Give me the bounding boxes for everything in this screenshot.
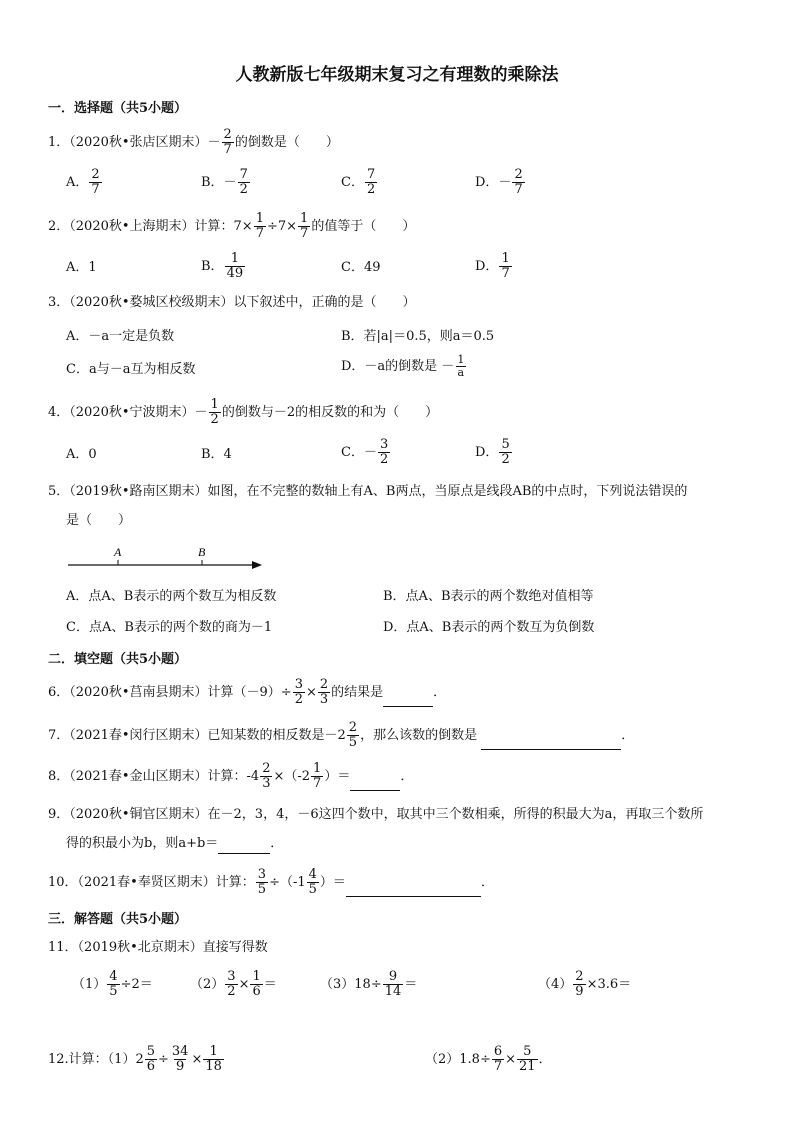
numerator: 3 [227,969,236,984]
text-segment: ÷2＝ [120,977,153,992]
numerator: 1 [230,251,239,266]
denominator: 3 [262,776,271,791]
numerator: 34 [171,1044,189,1059]
fraction [170,1045,191,1074]
text-segment: × [191,1052,203,1067]
numerator: 7 [366,167,376,182]
numerator: 1 [210,397,219,412]
denominator: 7 [493,1059,503,1074]
text-segment: ． [538,1052,552,1067]
denominator: 2 [294,692,303,707]
text-segment: （1） [72,977,107,992]
denominator: 2 [501,452,510,467]
q1-option-a[interactable] [66,168,103,197]
q1-option-d[interactable] [475,168,526,197]
fraction [311,762,323,791]
q1-fraction [222,128,234,157]
text-segment: ÷7× [266,219,298,234]
text-segment: ＝ [263,977,277,992]
numerator: 2 [514,167,523,182]
q5-option-d[interactable]: D．点A、B表示的两个数互为负倒数 [383,620,595,635]
numerator: 6 [493,1044,503,1059]
question-5-line2: 是（ ） [66,513,132,528]
denominator: 3 [319,692,329,707]
fraction [209,398,221,427]
q4-option-d[interactable] [475,438,513,467]
text-segment: 6．（2020秋•莒南县期末）计算（－9）÷ [48,685,292,700]
question-2 [48,212,415,241]
text-segment: （3）18÷ [320,977,382,992]
denominator: 7 [91,182,100,197]
q11-part-2 [190,970,277,999]
numerator: 1 [501,251,510,266]
fraction [254,212,266,241]
denominator: 7 [255,226,264,241]
fraction [107,970,119,999]
text-segment: D．－ [475,175,512,190]
fraction [347,721,359,750]
numerator: 2 [348,720,358,735]
numerator: 3 [257,867,267,882]
numerator: 2 [262,761,271,776]
q11-part-4 [538,970,631,999]
denominator: 14 [384,984,402,999]
fraction [512,168,524,197]
denominator: 7 [514,182,523,197]
denominator: 2 [366,182,376,197]
denominator: 7 [223,142,232,157]
q3-option-d[interactable] [341,354,467,379]
numerator: 5 [501,437,510,452]
fraction [225,970,237,999]
text-segment: ＝ [404,977,418,992]
fraction [256,868,268,897]
q5-option-b[interactable]: B．点A、B表示的两个数绝对值相等 [383,589,594,604]
denominator: 5 [308,882,317,897]
question-6 [48,678,446,707]
denominator: 2 [227,984,236,999]
denominator: 6 [252,984,261,999]
section-heading-answer: 三．解答题（共5小题） [48,912,188,927]
denominator: 5 [109,984,118,999]
numerator: 1 [252,969,261,984]
fraction [492,1045,504,1074]
number-line-figure [66,540,266,576]
text-segment: ×3.6＝ [586,977,632,992]
fraction [250,970,262,999]
text-segment: C． [341,175,364,190]
fraction [499,438,511,467]
text-segment: D． [475,445,499,460]
text-segment: 2．（2020秋•上海期末）计算：7× [48,219,253,234]
q8-answer-blank[interactable] [350,776,400,791]
q2-option-b[interactable] [201,252,246,281]
numerator: 4 [308,867,317,882]
number-line-arrow [252,561,262,569]
question-3: 3．（2020秋•婺城区校级期末）以下叙述中，正确的是（ ） [48,295,416,310]
text-segment: ，那么该数的倒数是 [360,728,478,743]
denominator: 2 [239,182,248,197]
text-segment: ． [270,836,284,851]
denominator: 7 [300,226,309,241]
q4-option-a[interactable]: A．0 [66,447,97,462]
text-segment: （2）1.8÷ [425,1052,491,1067]
q6-answer-blank[interactable] [383,692,433,707]
fraction [517,1045,538,1074]
numerator: 3 [294,677,303,692]
q5-option-a[interactable]: A．点A、B表示的两个数互为相反数 [66,589,277,604]
denominator: 21 [519,1059,536,1074]
q7-answer-blank[interactable] [481,735,621,750]
q11-part-1 [72,970,153,999]
fraction [298,212,310,241]
question-1 [48,128,339,157]
denominator: 5 [257,882,267,897]
numerator: 1 [255,211,264,226]
q5-option-c[interactable]: C．点A、B表示的两个数的商为－1 [66,620,273,635]
q2-option-d[interactable] [475,252,513,281]
fraction [378,438,390,467]
denominator: 7 [313,776,322,791]
fraction [260,762,272,791]
section-heading-fill: 二．填空题（共5小题） [48,652,188,667]
q9-answer-blank[interactable] [218,839,270,854]
fraction [365,168,377,197]
text-segment: 8．（2021春•金山区期末）计算：-4 [48,769,260,784]
numerator: 4 [109,969,118,984]
q2-option-a[interactable]: A．1 [66,260,97,275]
text-segment: A． [66,175,89,190]
question-7 [48,721,634,750]
question-10 [48,868,494,897]
text-segment: 的倒数与－2的相反数的和为（ ） [221,405,439,420]
fraction [89,168,101,197]
fraction [573,970,585,999]
text-segment: ． [433,685,447,700]
text-segment: ）＝ [324,769,351,784]
text-segment: 4．（2020秋•宁波期末）－ [48,405,208,420]
question-4 [48,398,438,427]
numerator: 7 [239,167,248,182]
text-segment: 的结果是 [331,685,384,700]
text-segment: ． [480,875,494,890]
text-segment: （2） [190,977,225,992]
section-heading-choice: 一．选择题（共5小题） [48,101,188,116]
denominator: 5 [348,735,358,750]
text-segment: ÷（-1 [269,875,306,890]
question-8 [48,762,413,791]
numerator: 9 [388,969,398,984]
text-segment: ÷ [158,1052,169,1067]
q4-option-b[interactable]: B．4 [201,447,232,462]
page-title: 人教新版七年级期末复习之有理数的乘除法 [235,65,559,85]
q1-suffix: 的倒数是（ ） [234,135,339,150]
fraction [383,970,404,999]
fraction [145,1045,157,1074]
text-segment: × [505,1052,517,1067]
fraction [318,678,330,707]
numerator: 2 [91,167,100,182]
numerator: 1 [313,761,322,776]
denominator: 18 [205,1059,222,1074]
denominator: 7 [501,266,510,281]
denominator: 9 [575,984,584,999]
numerator: 1 [209,1044,218,1059]
text-segment: ． [621,728,635,743]
text-segment: × [238,977,250,992]
numerator: 2 [575,969,584,984]
q1-option-c[interactable] [341,168,378,197]
denominator: 2 [210,412,219,427]
numerator: 3 [379,437,389,452]
question-5-line1: 5．（2019秋•路南区期末）如图，在不完整的数轴上有A、B两点，当原点是线段AB的中点时，下列说法错误的 [48,484,688,499]
numerator: 5 [523,1044,532,1059]
numerator: 1 [457,353,465,366]
numerator: 5 [146,1044,155,1059]
fraction [499,252,511,281]
question-11: 11．（2019秋•北京期末）直接写得数 [48,940,268,955]
text-segment: 的值等于（ ） [311,219,416,234]
text-segment: ×（-2 [273,769,311,784]
denominator: 49 [226,266,244,281]
q3-option-c[interactable]: C．a与－a互为相反数 [66,362,196,377]
text-segment: B． [201,259,224,274]
text-segment: D．－a的倒数是 － [341,359,455,374]
text-segment: 10．（2021春•奉贤区期末）计算： [48,875,255,890]
q1-option-b[interactable] [201,168,251,197]
numerator: 2 [223,127,232,142]
label-a: A [114,545,122,559]
numerator: 1 [300,211,309,226]
numerator: 2 [319,677,329,692]
text-segment: 12.计算：（1）2 [48,1052,144,1067]
text-segment: B．－ [201,175,237,190]
question-9-line1: 9．（2020秋•铜官区期末）在－2，3，4，－6这四个数中，取其中三个数相乘，所得的积最大为a，再取三个数所 [48,807,704,822]
label-b: B [198,545,206,559]
text-segment: ）＝ [319,875,346,890]
q4-option-c[interactable] [341,438,391,467]
fraction [225,252,246,281]
q10-answer-blank[interactable] [346,882,481,897]
denominator: 9 [176,1059,185,1074]
text-segment: 得的积最小为b，则a+b＝ [66,836,219,851]
text-segment: × [305,685,317,700]
question-12-part-2 [425,1045,552,1074]
question-9-line2 [66,834,283,854]
denominator: a [457,366,465,379]
question-12-part-1 [48,1045,225,1074]
fraction [238,168,250,197]
fraction [307,868,319,897]
denominator: 2 [379,452,389,467]
fraction [293,678,305,707]
q1-prefix: 1．（2020秋•张店区期末）－ [48,135,221,150]
text-segment: 7．（2021春•闵行区期末）已知某数的相反数是－2 [48,728,346,743]
text-segment: C．－ [341,445,377,460]
q3-option-b[interactable]: B．若|a|＝0.5，则a＝0.5 [341,329,495,344]
q3-option-a[interactable]: A．－a一定是负数 [66,329,175,344]
text-segment: （4） [538,977,573,992]
q11-part-3 [320,970,417,999]
text-segment: D． [475,259,499,274]
text-segment: ． [400,769,414,784]
fraction [203,1045,224,1074]
denominator: 6 [146,1059,155,1074]
fraction [455,354,466,379]
q2-option-c[interactable]: C．49 [341,260,381,275]
